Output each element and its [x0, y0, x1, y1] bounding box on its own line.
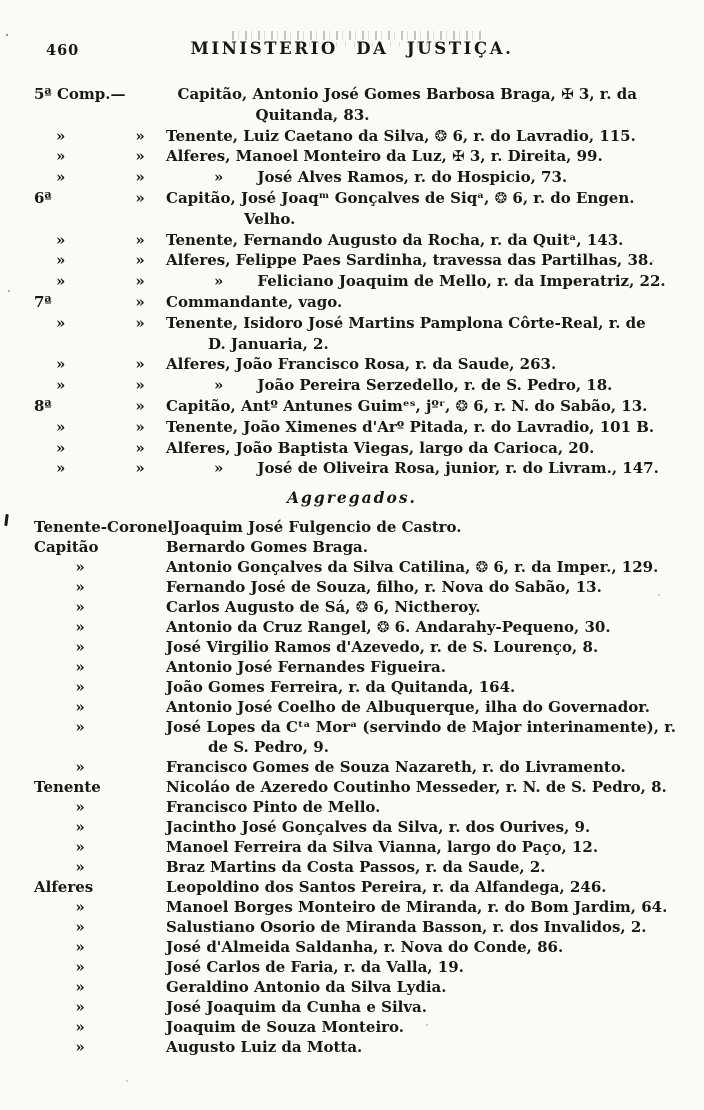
- aggregado-row: [28, 857, 674, 877]
- entry-text: [166, 313, 674, 355]
- aggregado-row: [28, 517, 674, 537]
- roster-row: [28, 458, 674, 479]
- ditto-mark: »: [214, 376, 224, 395]
- entry-line: [166, 271, 674, 292]
- entry-line-text: Carlos Augusto de Sá, ❂ 6, Nictheroy.: [166, 598, 481, 617]
- entry-line-text: Braz Martins da Costa Passos, r. da Saude, 2.: [166, 858, 546, 877]
- entry-text: [166, 271, 674, 292]
- entry-line: [166, 817, 674, 837]
- entry-line: [166, 637, 674, 657]
- roster-row: [28, 84, 674, 126]
- battalion-ditto-cell: »: [135, 147, 145, 166]
- entry-line: [166, 897, 674, 917]
- entry-line-text: Capitão, José Joaqᵐ Gonçalves de Siqᵃ, ❂ 6, r. do Engen.: [166, 188, 635, 207]
- rank-cell: Alferes: [34, 878, 94, 897]
- company-number-cell: »: [56, 168, 66, 187]
- entry-line: [166, 438, 674, 459]
- entry-line-text: José Carlos de Faria, r. da Valla, 19.: [166, 958, 464, 977]
- entry-line: [166, 188, 674, 209]
- entry-line-text: Antonio José Fernandes Figueira.: [166, 658, 446, 677]
- rank-cell: »: [75, 558, 85, 577]
- company-number-cell: 8ª: [34, 396, 52, 415]
- aggregados-list: [0, 513, 704, 1057]
- aggregado-row: [28, 577, 674, 597]
- rank-cell: »: [75, 678, 85, 697]
- roster-row: [28, 396, 674, 417]
- battalion-ditto-cell: »: [135, 313, 145, 332]
- entry-text: [166, 817, 674, 837]
- entry-line: [166, 757, 674, 777]
- entry-text: [166, 777, 674, 797]
- entry-line-text: Bernardo Gomes Braga.: [166, 538, 368, 557]
- entry-line-text: João Gomes Ferreira, r. da Quitanda, 164.: [166, 678, 516, 697]
- entry-line: [166, 657, 674, 677]
- ink-speck-dots: [6, 34, 8, 36]
- entry-line-text: Francisco Pinto de Mello.: [166, 798, 381, 817]
- entry-line: [166, 837, 674, 857]
- entry-line: [166, 997, 674, 1017]
- roster-row: [28, 417, 674, 438]
- entry-text: [173, 517, 674, 537]
- entry-line-text: Capitão, Antº Antunes Guimᵉˢ, jºʳ, ❂ 6, r. N. do Sabão, 13.: [166, 396, 648, 415]
- rank-cell: »: [75, 818, 85, 837]
- battalion-ditto-cell: »: [135, 292, 145, 311]
- entry-line: [166, 126, 674, 147]
- rank-cell: »: [75, 718, 85, 737]
- entry-text: [166, 292, 674, 313]
- battalion-ditto-cell: »: [135, 417, 145, 436]
- entry-line: [166, 937, 674, 957]
- aggregado-row: [28, 757, 674, 777]
- entry-line: [166, 857, 674, 877]
- rank-cell: »: [75, 1038, 85, 1057]
- entry-line-text: Alferes, Felippe Paes Sardinha, travessa das Partilhas, 38.: [166, 251, 654, 270]
- battalion-ditto-cell: »: [135, 251, 145, 270]
- entry-text: [166, 937, 674, 957]
- company-number-cell: »: [56, 376, 66, 395]
- entry-text: [166, 126, 674, 147]
- aggregado-row: [28, 597, 674, 617]
- entry-line-text: Joaquim de Souza Monteiro.: [166, 1018, 405, 1037]
- entry-line: [166, 977, 674, 997]
- entry-text: [166, 167, 674, 188]
- entry-line-text: Quitanda, 83.: [255, 105, 370, 124]
- battalion-ditto-cell: »: [135, 272, 145, 291]
- entry-text: [166, 597, 674, 617]
- entry-text: [166, 1037, 674, 1057]
- company-number-cell: »: [56, 355, 66, 374]
- roster-row: [28, 167, 674, 188]
- entry-line: [166, 417, 674, 438]
- rank-cell: »: [75, 1018, 85, 1037]
- entry-line: [166, 250, 674, 271]
- entry-line: [166, 777, 674, 797]
- entry-text: [166, 797, 674, 817]
- battalion-ditto-cell: »: [135, 188, 145, 207]
- company-number-cell: »: [56, 126, 66, 145]
- entry-text: [166, 250, 674, 271]
- roster-row: [28, 313, 674, 355]
- aggregado-row: [28, 977, 674, 997]
- aggregado-row: [28, 717, 674, 757]
- entry-line-text: Salustiano Osorio de Miranda Basson, r. dos Invalidos, 2.: [166, 918, 647, 937]
- entry-line: [208, 334, 674, 355]
- aggregado-row: [28, 917, 674, 937]
- aggregado-row: [28, 997, 674, 1017]
- rank-cell: »: [75, 698, 85, 717]
- entry-line: [166, 396, 674, 417]
- entry-line: [166, 917, 674, 937]
- rank-cell: »: [75, 898, 85, 917]
- entry-line: [166, 146, 674, 167]
- entry-line-text: José de Oliveira Rosa, junior, r. do Livram., 147.: [257, 459, 659, 478]
- company-number-cell: »: [56, 230, 66, 249]
- aggregado-row: [28, 677, 674, 697]
- entry-line: [178, 84, 675, 105]
- entry-line: [166, 557, 674, 577]
- ditto-mark: »: [214, 168, 224, 187]
- entry-line-text: Antonio Gonçalves da Silva Catilina, ❂ 6, r. da Imper., 129.: [166, 558, 659, 577]
- rank-cell: »: [75, 598, 85, 617]
- battalion-ditto-cell: »: [135, 438, 145, 457]
- entry-text: [166, 354, 674, 375]
- company-number-cell: »: [56, 272, 66, 291]
- entry-line-text: Joaquim José Fulgencio de Castro.: [173, 518, 462, 537]
- entry-line-text: Velho.: [244, 209, 296, 228]
- roster-row: [28, 438, 674, 459]
- entry-line: [166, 877, 674, 897]
- aggregado-row: [28, 557, 674, 577]
- entry-line-text: de S. Pedro, 9.: [208, 738, 329, 757]
- entry-text: [166, 917, 674, 937]
- entry-text: [166, 617, 674, 637]
- aggregado-row: [28, 1037, 674, 1057]
- aggregado-row: [28, 817, 674, 837]
- company-number-cell: »: [56, 251, 66, 270]
- entry-line-text: Manoel Borges Monteiro de Miranda, r. do Bom Jardim, 64.: [166, 898, 668, 917]
- entry-text: [166, 1017, 674, 1037]
- entry-line-text: Fernando José de Souza, filho, r. Nova do Sabão, 13.: [166, 578, 602, 597]
- rank-cell: »: [75, 658, 85, 677]
- entry-line-text: João Pereira Serzedello, r. de S. Pedro, 18.: [257, 376, 613, 395]
- entry-text: [166, 877, 674, 897]
- entry-line: [166, 230, 674, 251]
- entry-text: [166, 458, 674, 479]
- page-title: MINISTERIO DA JUSTIÇA.: [190, 39, 514, 58]
- roster-row: [28, 354, 674, 375]
- entry-text: [166, 837, 674, 857]
- entry-text: [166, 188, 674, 230]
- roster-row: [28, 250, 674, 271]
- ditto-mark: »: [214, 272, 224, 291]
- entry-line-text: Augusto Luiz da Motta.: [166, 1038, 363, 1057]
- entry-line-text: Feliciano Joaquim de Mello, r. da Imperatriz, 22.: [257, 272, 666, 291]
- battalion-ditto-cell: »: [135, 230, 145, 249]
- entry-line-text: José Lopes da Cᵗᵃ Morᵃ (servindo de Major interinamente), r.: [166, 718, 676, 737]
- entry-line: [166, 458, 674, 479]
- entry-line-text: Manoel Ferreira da Silva Vianna, largo do Paço, 12.: [166, 838, 599, 857]
- company-number-cell: »: [56, 459, 66, 478]
- entry-line: [173, 517, 674, 537]
- battalion-ditto-cell: »: [135, 396, 145, 415]
- company-number-cell: 6ª: [34, 188, 52, 207]
- aggregado-row: [28, 777, 674, 797]
- aggregado-row: [28, 837, 674, 857]
- entry-line-text: Antonio José Coelho de Albuquerque, ilha do Governador.: [166, 698, 650, 717]
- entry-line: [166, 597, 674, 617]
- entry-line: [166, 292, 674, 313]
- battalion-ditto-cell: »: [135, 126, 145, 145]
- entry-line-text: José Alves Ramos, r. do Hospicio, 73.: [257, 168, 568, 187]
- entry-line: [166, 577, 674, 597]
- aggregado-row: [28, 797, 674, 817]
- company-number-cell: »: [56, 438, 66, 457]
- entry-line: [166, 797, 674, 817]
- entry-line-text: Commandante, vago.: [166, 292, 343, 311]
- entry-line-text: José d'Almeida Saldanha, r. Nova do Conde, 86.: [166, 938, 564, 957]
- company-number-cell: 7ª: [34, 292, 52, 311]
- aggregado-row: [28, 537, 674, 557]
- entry-line-text: Francisco Gomes de Souza Nazareth, r. do Livramento.: [166, 758, 626, 777]
- entry-text: [166, 657, 674, 677]
- entry-line-text: José Joaquim da Cunha e Silva.: [166, 998, 427, 1017]
- section-title-aggregados: Aggregados.: [287, 488, 417, 508]
- aggregado-row: [28, 897, 674, 917]
- aggregado-row: [28, 697, 674, 717]
- roster-row: [28, 292, 674, 313]
- entry-text: [166, 537, 674, 557]
- entry-line: [166, 1017, 674, 1037]
- entry-text: [166, 557, 674, 577]
- entry-line-text: Nicoláo de Azeredo Coutinho Messeder, r. N. de S. Pedro, 8.: [166, 778, 667, 797]
- rank-cell: Capitão: [34, 538, 99, 557]
- company-number-cell: »: [56, 417, 66, 436]
- ditto-mark: »: [214, 459, 224, 478]
- entry-line: [166, 697, 674, 717]
- entry-line: [166, 167, 674, 188]
- aggregado-row: [28, 617, 674, 637]
- entry-line: [256, 105, 675, 126]
- rank-cell: »: [75, 578, 85, 597]
- entry-text: [166, 396, 674, 417]
- rank-cell: »: [75, 618, 85, 637]
- aggregado-row: [28, 1017, 674, 1037]
- aggregado-row: [28, 957, 674, 977]
- roster-row: [28, 188, 674, 230]
- entry-text: [166, 717, 674, 757]
- entry-line-text: Antonio da Cruz Rangel, ❂ 6. Andarahy-Pequeno, 30.: [166, 618, 611, 637]
- entry-line-text: Geraldino Antonio da Silva Lydia.: [166, 978, 447, 997]
- entry-text: [166, 697, 674, 717]
- entry-line-text: Tenente, Fernando Augusto da Rocha, r. da Quitᵃ, 143.: [166, 230, 624, 249]
- company-number-cell: 5ª Comp.—: [34, 85, 126, 103]
- entry-line-text: Alferes, João Baptista Viegas, largo da Carioca, 20.: [166, 438, 595, 457]
- battalion-ditto-cell: »: [135, 168, 145, 187]
- company-number-cell: »: [56, 313, 66, 332]
- battalion-ditto-cell: »: [135, 459, 145, 478]
- entry-line-text: Capitão, Antonio José Gomes Barbosa Braga, ✠ 3, r. da: [177, 85, 637, 103]
- entry-text: [166, 957, 674, 977]
- aggregado-row: [28, 657, 674, 677]
- roster-row: [28, 375, 674, 396]
- entry-line: [166, 537, 674, 557]
- rank-cell: »: [75, 838, 85, 857]
- aggregado-row: [28, 937, 674, 957]
- entry-text: [166, 577, 674, 597]
- entry-line-text: Leopoldino dos Santos Pereira, r. da Alfandega, 246.: [166, 878, 607, 897]
- rank-cell: Tenente: [34, 778, 101, 797]
- rank-cell: »: [75, 858, 85, 877]
- rank-cell: »: [75, 938, 85, 957]
- entry-text: [166, 977, 674, 997]
- entry-line: [166, 677, 674, 697]
- rank-cell: »: [75, 958, 85, 977]
- rank-cell: »: [75, 638, 85, 657]
- aggregado-row: [28, 637, 674, 657]
- entry-line-text: Jacintho José Gonçalves da Silva, r. dos Ourives, 9.: [166, 818, 591, 837]
- page-header: [0, 38, 704, 80]
- entry-text: [166, 857, 674, 877]
- entry-text: [166, 677, 674, 697]
- entry-line-text: José Virgilio Ramos d'Azevedo, r. de S. Lourenço, 8.: [166, 638, 599, 657]
- entry-line: [166, 354, 674, 375]
- entry-text: [166, 375, 674, 396]
- rank-cell: Tenente-Coronel: [34, 518, 174, 537]
- entry-text: [166, 897, 674, 917]
- entry-text: [166, 637, 674, 657]
- entry-line: [166, 375, 674, 396]
- entry-text: [166, 417, 674, 438]
- page-number: 460: [46, 42, 80, 59]
- entry-line-text: Tenente, João Ximenes d'Arº Pitada, r. do Lavradio, 101 B.: [166, 417, 655, 436]
- roster-row: [28, 230, 674, 251]
- entry-line: [208, 737, 674, 757]
- battalion-ditto-cell: »: [135, 355, 145, 374]
- entry-line: [166, 313, 674, 334]
- entry-text: [166, 757, 674, 777]
- entry-text: [166, 230, 674, 251]
- entry-line: [166, 717, 674, 737]
- entry-line-text: Alferes, João Francisco Rosa, r. da Saude, 263.: [166, 355, 557, 374]
- rank-cell: »: [75, 918, 85, 937]
- roster-row: [28, 146, 674, 167]
- battalion-ditto-cell: »: [135, 376, 145, 395]
- entry-line-text: Alferes, Manoel Monteiro da Luz, ✠ 3, r. Direita, 99.: [166, 147, 603, 166]
- roster-row: [28, 126, 674, 147]
- rank-cell: »: [75, 998, 85, 1017]
- entry-line: [166, 957, 674, 977]
- company-roster-list: [0, 80, 704, 479]
- entry-line: [244, 209, 674, 230]
- entry-line: [166, 617, 674, 637]
- entry-line-text: Tenente, Isidoro José Martins Pamplona Côrte-Real, r. de: [166, 313, 646, 332]
- entry-text: [166, 997, 674, 1017]
- rank-cell: »: [75, 798, 85, 817]
- entry-line-text: Tenente, Luiz Caetano da Silva, ❂ 6, r. do Lavradio, 115.: [166, 126, 636, 145]
- entry-line-text: D. Januaria, 2.: [208, 334, 329, 353]
- rank-cell: »: [75, 978, 85, 997]
- aggregado-row: [28, 877, 674, 897]
- entry-text: [178, 84, 675, 126]
- entry-text: [166, 438, 674, 459]
- rank-cell: »: [75, 758, 85, 777]
- roster-row: [28, 271, 674, 292]
- company-number-cell: »: [56, 147, 66, 166]
- entry-text: [166, 146, 674, 167]
- entry-line: [166, 1037, 674, 1057]
